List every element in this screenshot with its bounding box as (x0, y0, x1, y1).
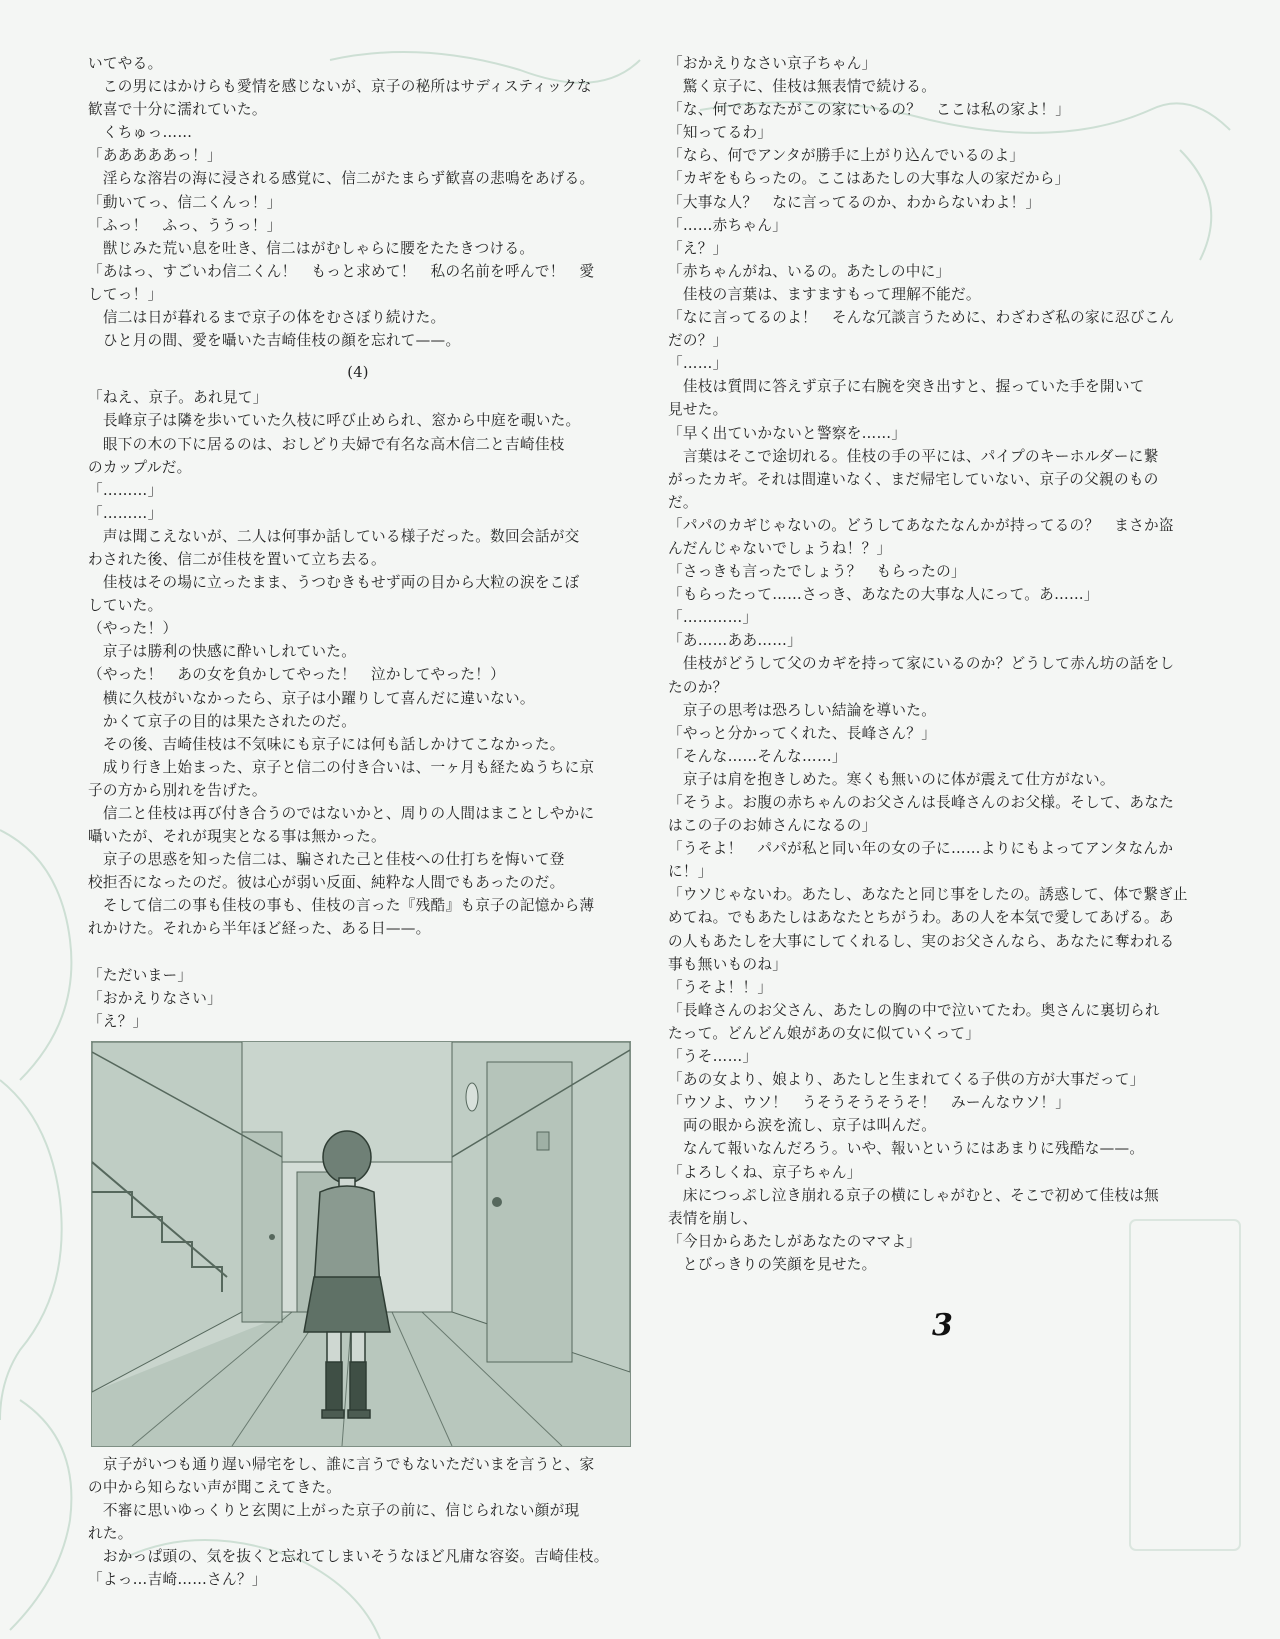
text-line: 子の方から別れを告げた。 (88, 781, 267, 799)
text-line: 「……」 (668, 355, 728, 373)
text-line: 校拒否になったのだ。彼は心が弱い反面、純粋な人間でもあったのだ。 (88, 874, 565, 892)
text-line: の中から知らない声が聞こえてきた。 (88, 1478, 342, 1496)
text-line: なんて報いなんだろう。いや、報いというにはあまりに残酷な——。 (668, 1140, 1145, 1158)
story-paragraph-block (88, 52, 628, 352)
text-line: 横に久枝がいなかったら、京子は小躍りして喜んだに違いない。 (88, 689, 535, 707)
text-line: おかっぱ頭の、気を抜くと忘れてしまいそうなほど凡庸な容姿。吉崎佳枝。 (88, 1548, 609, 1566)
text-line: 獣じみた荒い息を吐き、信二はがむしゃらに腰をたたきつける。 (88, 239, 535, 257)
text-line: 表情を崩し、 (668, 1209, 758, 1227)
text-line: してっ！」 (88, 285, 163, 303)
text-line: の人もあたしを大事にしてくれるし、実のお父さんなら、あなたに奪われる (668, 932, 1175, 950)
text-line: 床につっぷし泣き崩れる京子の横にしゃがむと、そこで初めて佳枝は無 (668, 1186, 1160, 1204)
text-line: 「ただいまー」 (88, 966, 193, 984)
text-line: 「うそ……」 (668, 1048, 758, 1066)
text-line: 「ふっ！ ふっ、ううっ！」 (88, 216, 282, 234)
text-line: 「カギをもらったの。ここはあたしの大事な人の家だから」 (668, 170, 1070, 188)
text-line: 「え？」 (88, 1012, 148, 1030)
text-line: 「うそよ！！」 (668, 978, 773, 996)
left-text-column (88, 52, 628, 1591)
text-line: 「よっ…吉崎……さん？」 (88, 1571, 267, 1589)
text-line: 「赤ちゃんがね、いるの。あたしの中に」 (668, 262, 951, 280)
text-line: れた。 (88, 1525, 133, 1543)
text-line: 「知ってるわ」 (668, 124, 773, 142)
text-line: 「…………」 (668, 609, 758, 627)
text-line: 「大事な人？ なに言ってるのか、わからないわよ！」 (668, 193, 1041, 211)
text-line: 「長峰さんのお父さん、あたしの胸の中で泣いてたわ。奥さんに裏切られ (668, 1001, 1160, 1019)
text-line: 眼下の木の下に居るのは、おしどり夫婦で有名な高木信二と吉崎佳枝 (88, 435, 565, 453)
text-line: 「おかえりなさい京子ちゃん」 (668, 55, 877, 72)
text-line: 「ねえ、京子。あれ見て」 (88, 389, 268, 407)
text-line: 両の眼から涙を流し、京子は叫んだ。 (668, 1117, 937, 1135)
text-line: たのか？ (668, 678, 728, 696)
text-line: 京子の思考は恐ろしい結論を導いた。 (668, 701, 937, 719)
text-line: 驚く京子に、佳枝は無表情で続ける。 (668, 78, 937, 96)
text-line: 「え？」 (668, 239, 728, 257)
text-line: 「あああああっ！」 (88, 147, 222, 165)
text-line: （やった！） (88, 620, 178, 638)
text-line: れかけた。それから半年ほど経った、ある日——。 (88, 920, 431, 938)
text-line: だ。 (668, 493, 698, 511)
text-line: 「パパのカギじゃないの。どうしてあなたなんかが持ってるの？ まさか盗 (668, 516, 1174, 534)
story-paragraph-block (668, 52, 1213, 1276)
text-line: 佳枝の言葉は、ますますもって理解不能だ。 (668, 285, 981, 303)
text-line: 「ウソじゃないわ。あたし、あなたと同じ事をしたの。誘惑して、体で繋ぎ止 (668, 886, 1188, 904)
text-line: 「今日からあたしがあなたのママよ」 (668, 1232, 922, 1250)
text-line: わされた後、信二が佳枝を置いて立ち去る。 (88, 550, 386, 568)
text-line: かくて京子の目的は果たされたのだ。 (88, 712, 357, 730)
text-line: 「もらったって……さっき、あなたの大事な人にって。あ……」 (668, 586, 1099, 604)
text-line: がったカギ。それは間違いなく、まだ帰宅していない、京子の父親のもの (668, 470, 1159, 488)
text-line: たって。どんどん娘があの女に似ていくって」 (668, 1024, 981, 1042)
right-text-column (668, 52, 1213, 1276)
text-line: 「あはっ、すごいわ信二くん！ もっと求めて！ 私の名前を呼んで！ 愛 (88, 262, 595, 280)
text-line: 「なに言ってるのよ！ そんな冗談言うために、わざわざ私の家に忍びこん (668, 309, 1175, 327)
text-line: 歓喜で十分に濡れていた。 (88, 101, 267, 119)
text-line: 「ウソよ、ウソ！ うそうそうそうそ！ みーんなウソ！」 (668, 1094, 1071, 1112)
text-line: 「よろしくね、京子ちゃん」 (668, 1163, 862, 1181)
text-line: そして信二の事も佳枝の事も、佳枝の言った『残酷』も京子の記憶から薄 (88, 897, 595, 915)
text-line: だの？」 (668, 332, 728, 350)
text-line: 成り行き上始まった、京子と信二の付き合いは、一ヶ月も経たぬうちに京 (88, 758, 595, 776)
text-line: とびっきりの笑顔を見せた。 (668, 1255, 877, 1273)
story-paragraph-block (88, 964, 628, 1033)
text-line: 「そうよ。お腹の赤ちゃんのお父さんは長峰さんのお父様。そして、あなた (668, 794, 1175, 811)
text-line: 「……赤ちゃん」 (668, 216, 788, 234)
text-line: 信二は日が暮れるまで京子の体をむさぼり続けた。 (88, 309, 446, 327)
text-line: 佳枝がどうして父のカギを持って家にいるのか？どうして赤ん坊の話をし (668, 655, 1175, 673)
text-line: くちゅっ…… (88, 124, 193, 142)
text-line: 淫らな溶岩の海に浸される感覚に、信二がたまらず歓喜の悲鳴をあげる。 (88, 170, 595, 188)
text-line: その後、吉崎佳枝は不気味にも京子には何も話しかけてこなかった。 (88, 735, 565, 753)
text-line: していた。 (88, 597, 163, 615)
page-number: 3 (932, 1308, 953, 1343)
text-line: ひと月の間、愛を囁いた吉崎佳枝の顔を忘れて——。 (88, 332, 461, 350)
text-line: 「さっきも言ったでしょう？ もらったの」 (668, 563, 966, 581)
text-line: 「………」 (88, 504, 163, 522)
story-paragraph-block (88, 386, 628, 940)
text-line: 囁いたが、それが現実となる事は無かった。 (88, 828, 386, 846)
text-line: めてね。でもあたしはあなたとちがうわ。あの人を本気で愛してあげる。あ (668, 909, 1174, 927)
section-heading: (4) (347, 364, 369, 382)
text-line: 「あ……ああ……」 (668, 632, 803, 650)
text-line: 「あの女より、娘より、あたしと生まれてくる子供の方が大事だって」 (668, 1071, 1145, 1089)
text-line: んだんじゃないでしょうね！？」 (668, 539, 892, 557)
text-line: 声は聞こえないが、二人は何事か話している様子だった。数回会話が交 (88, 527, 580, 545)
text-line: この男にはかけらも愛情を感じないが、京子の秘所はサディスティックな (88, 78, 592, 96)
hallway-illustration-image (92, 1042, 630, 1446)
text-line: 京子は勝利の快感に酔いしれていた。 (88, 643, 357, 661)
text-line: 京子がいつも通り遅い帰宅をし、誰に言うでもないただいまを言うと、家 (88, 1455, 595, 1473)
text-line: のカップルだ。 (88, 458, 192, 476)
blank-line (88, 941, 628, 964)
text-line: いてやる。 (88, 55, 163, 72)
text-line: 不審に思いゆっくりと玄関に上がった京子の前に、信じられない顔が現 (88, 1502, 580, 1520)
illustration-girl-in-hallway (91, 1041, 631, 1447)
text-line: 「な、何であなたがこの家にいるの？ ここは私の家よ！」 (668, 101, 1071, 119)
text-line: （やった！ あの女を負かしてやった！ 泣かしてやった！） (88, 666, 506, 684)
text-line: 「うそよ！ パパが私と同い年の女の子に……よりにもよってアンタなんか (668, 840, 1174, 858)
text-line: 信二と佳枝は再び付き合うのではないかと、周りの人間はまことしやかに (88, 805, 595, 822)
text-line: 言葉はそこで途切れる。佳枝の手の平には、パイプのキーホルダーに繋 (668, 447, 1159, 465)
text-line: 「………」 (88, 481, 163, 499)
text-line: 佳枝はその場に立ったまま、うつむきもせず両の目から大粒の涙をこぼ (88, 574, 580, 592)
text-line: に！」 (668, 863, 713, 881)
text-line: 「早く出ていかないと警察を……」 (668, 424, 907, 442)
text-line: 「動いてっ、信二くんっ！」 (88, 193, 282, 211)
text-line: 佳枝は質問に答えず京子に右腕を突き出すと、握っていた手を開いて (668, 378, 1145, 396)
text-line: 京子の思惑を知った信二は、騙された己と佳枝への仕打ちを悔いて登 (88, 851, 565, 869)
text-line: 「なら、何でアンタが勝手に上がり込んでいるのよ」 (668, 147, 1025, 165)
text-line: 「やっと分かってくれた、長峰さん？」 (668, 724, 937, 742)
text-line: 長峰京子は隣を歩いていた久枝に呼び止められ、窓から中庭を覗いた。 (88, 412, 581, 430)
text-line: 「そんな……そんな……」 (668, 747, 847, 765)
text-line: 「おかえりなさい」 (88, 989, 223, 1007)
text-line: 見せた。 (668, 401, 728, 419)
story-paragraph-block (88, 1453, 628, 1592)
text-line: はこの子のお姉さんになるの」 (668, 817, 877, 835)
text-line: 京子は肩を抱きしめた。寒くも無いのに体が震えて仕方がない。 (668, 770, 1115, 788)
text-line: 事も無いものね」 (668, 955, 788, 973)
